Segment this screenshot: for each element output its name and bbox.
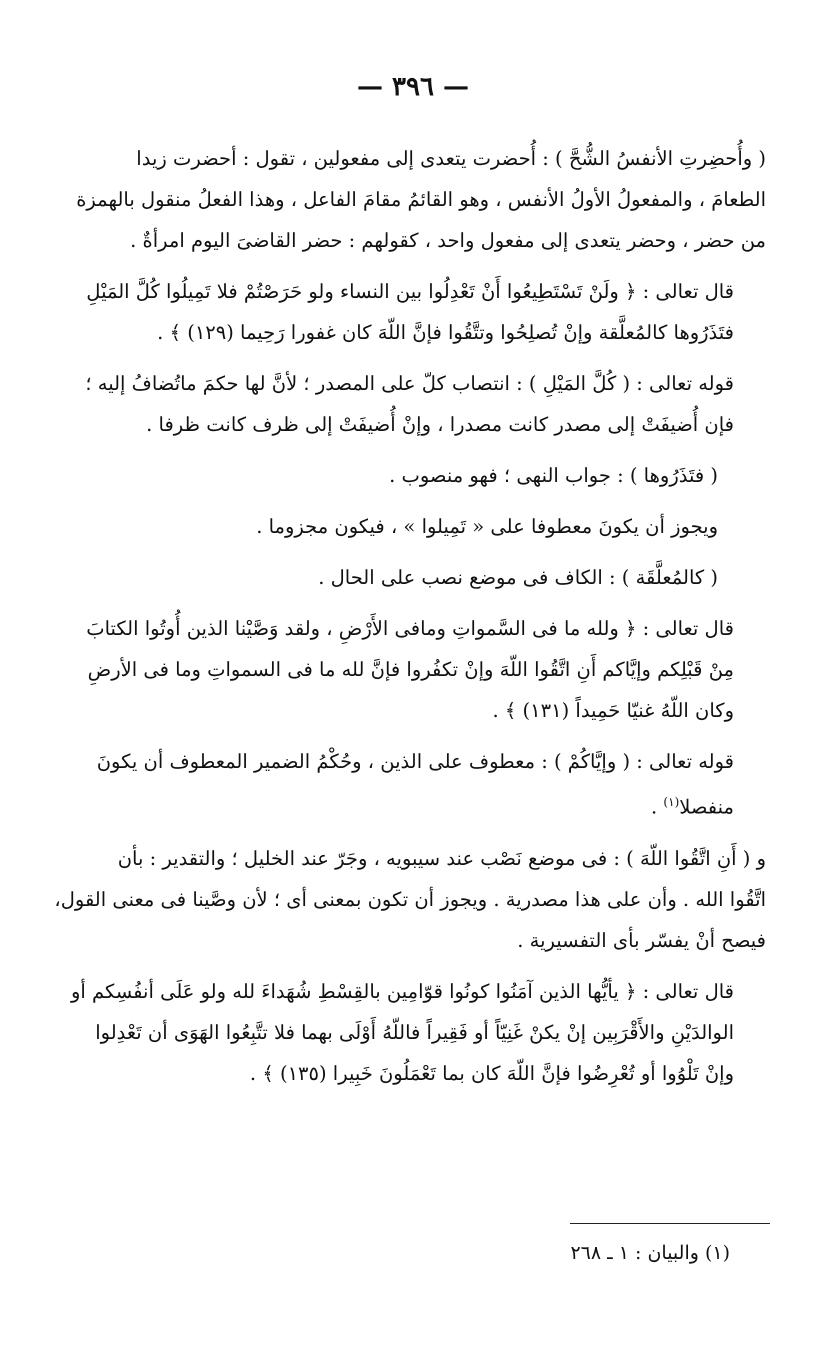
paragraph-kulla-almayl — [38, 363, 766, 445]
text-line: الطعامَ ، والمفعولُ الأولُ الأنفس ، وهو القائمُ مقامَ الفاعل ، وهذا الفعلُ منقول بالهمزة — [76, 188, 766, 211]
paragraph-verse-135 — [38, 971, 766, 1094]
text-line: مِنْ قَبْلِكم وإيَّاكم أَنِ اتَّقُوا اللّهَ وإنْ تكفُروا فإنَّ لله ما فى السمواتِ وما فى الأرضِ — [87, 658, 734, 681]
text-line: و ( أَنِ اتَّقُوا اللّهَ ) : فى موضع نَصْب عند سيبويه ، وجَرّ عند الخليل ؛ والتقدير : بأن — [117, 846, 766, 870]
paragraph-ani-ittaqu — [38, 838, 766, 961]
text-line: فإن أُضيفَتْ إلى مصدر كانت مصدرا ، وإنْ أُضيفَتْ إلى ظرف كانت ظرفا . — [146, 413, 734, 436]
footnote-divider — [570, 1223, 770, 1224]
text-line: وكان اللّهُ غنيّا حَمِيداً (١٣١) ﴾ . — [492, 699, 734, 722]
text-line: قال تعالى : ﴿ يأيُّها الذين آمَنُوا كونُوا قوّامِين بالقِسْطِ شُهَداءَ لله ولو عَلَى أنفُسِكم أو — [70, 979, 734, 1003]
paragraph-majzum — [38, 506, 766, 547]
text-line: ( وأُحضِرتِ الأنفسُ الشُّحَّ ) : أُحضرت يتعدى إلى مفعولين ، تقول : أحضرت زيدا — [136, 147, 766, 170]
footnote-marker: (١) — [663, 795, 680, 809]
text-line: من حضر ، وحضر يتعدى إلى مفعول واحد ، كقولهم : حضر القاضىَ اليوم امرأةٌ . — [130, 229, 766, 252]
footnote: (١) والبيان : ١ ـ ٢٦٨ — [570, 1242, 730, 1264]
paragraph-kalmuallaqa — [38, 557, 766, 598]
text-line: ( كالمُعلَّقَة ) : الكاف فى موضع نصب على الحال . — [318, 566, 718, 589]
text-fragment: منفصلا — [679, 795, 734, 819]
text-line: ويجوز أن يكونَ معطوفا على « تَمِيلوا » ، فيكون مجزوما . — [256, 515, 718, 538]
paragraph-verse-131 — [38, 608, 766, 731]
main-text — [38, 138, 766, 1104]
text-line: فيصح أنْ يفسّر بأى التفسيرية . — [517, 928, 766, 952]
page-number: — ٣٩٦ — — [356, 72, 470, 102]
text-line: ( فتَذَرُوها ) : جواب النهى ؛ فهو منصوب . — [389, 464, 718, 487]
text-line: قال تعالى : ﴿ ولَنْ تَسْتَطِيعُوا أَنْ تَعْدِلُوا بين النساء ولو حَرَصْتُمْ فلا تَمِيلُوا كُلَّ المَيْلِ — [86, 280, 734, 303]
text-line: قوله تعالى : ( كُلَّ المَيْلِ ) : انتصاب كلّ على المصدر ؛ لأنَّ لها حكمَ ماتُضافُ إليه ؛ — [85, 372, 734, 395]
text-line: قال تعالى : ﴿ ولله ما فى السَّمواتِ ومافى الأَرْضِ ، ولقد وَصَّيْنا الذين أُوتُوا الكتابَ — [86, 617, 734, 640]
text-line: منفصلا$^{(١)}$ . — [651, 795, 734, 819]
text-line: قوله تعالى : ( وإيَّاكُمْ ) : معطوف على الذين ، وحُكْمُ الضمير المعطوف أن يكونَ — [96, 750, 734, 773]
paragraph-ahdarat — [38, 138, 766, 261]
paragraph-wa-iyyakum — [38, 741, 766, 828]
text-line: فتَذَرُوها كالمُعلَّقة وإنْ تُصلِحُوا وتتَّقُوا فإنَّ اللّهَ كان غفورا رَحِيما (١٢٩) ﴾ . — [157, 321, 734, 344]
text-line: الوالدَيْنِ والأَقْرَبِين إنْ يكنْ غَنِيّاً أو فَقِيراً فاللّهُ أَوْلَى بهما فلا تتَّبِعُوا الهَوَى أن تَعْدِلوا — [95, 1020, 734, 1044]
paragraph-fatadharuha — [38, 455, 766, 496]
text-line: اتَّقُوا الله . وأن على هذا مصدرية . ويجوز أن تكون بمعنى أى ؛ لأن وصَّينا فى معنى القول، — [54, 887, 766, 911]
text-line: وإنْ تَلْوُوا أو تُعْرِضُوا فإنَّ اللّهَ كان بما تَعْمَلُونَ خَبِيرا (١٣٥) ﴾ . — [249, 1061, 734, 1085]
paragraph-verse-129 — [38, 271, 766, 353]
